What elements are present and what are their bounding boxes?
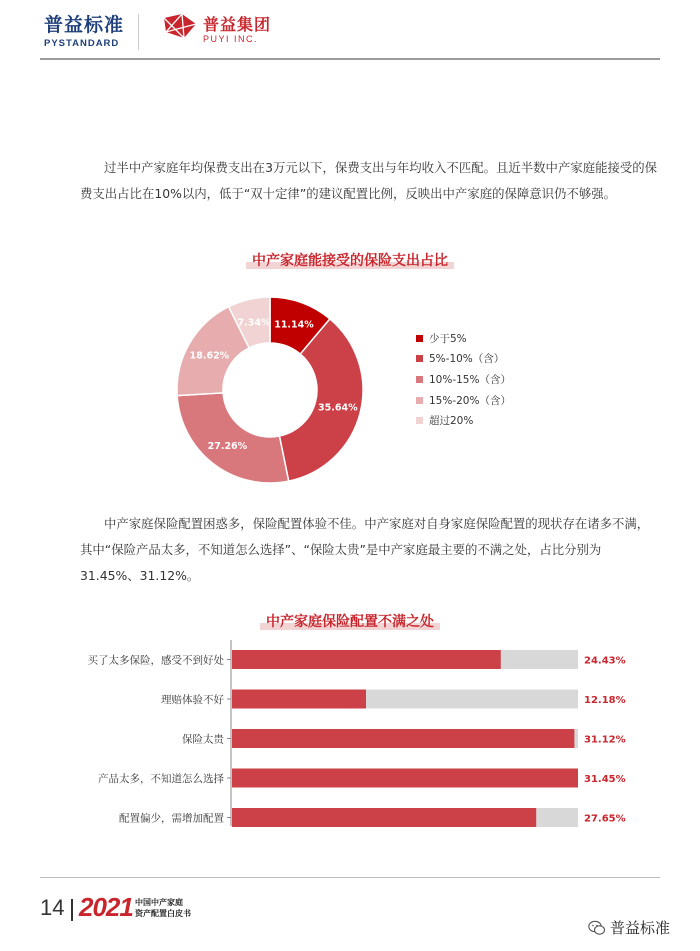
report-year: 2021 — [79, 892, 133, 922]
bar — [232, 769, 578, 788]
bar-category-label: 买了太多保险，感受不到好处 — [87, 654, 224, 667]
legend-item — [416, 410, 511, 431]
legend-item — [416, 349, 511, 370]
legend-label: 少于5% — [429, 332, 467, 345]
legend-swatch — [416, 417, 423, 424]
bar — [232, 650, 501, 669]
legend-item — [416, 328, 511, 349]
report-title — [135, 897, 191, 919]
donut-slice-label: 7.34% — [237, 317, 271, 329]
pystandard-logo — [44, 10, 124, 49]
bar — [232, 808, 536, 827]
bar — [232, 690, 366, 709]
donut-slice-label: 11.14% — [274, 319, 314, 331]
intro-paragraph: 过半中产家庭年均保费支出在3万元以下，保费支出与年均收入不匹配。且近半数中产家庭能接受的保费支出占比在10%以内，低于“双十定律”的建议配置比例，反映出中产家庭的保障意识仍不够强。 — [80, 160, 658, 201]
legend-swatch — [416, 355, 423, 362]
bar-value-label: 31.12% — [584, 734, 626, 746]
bar-category-label: 理赔体验不好 — [161, 694, 224, 706]
legend-label: 超过20% — [429, 415, 474, 428]
legend-swatch — [416, 376, 423, 383]
body-paragraph: 中产家庭保险配置困惑多，保险配置体验不佳。中产家庭对自身家庭保险配置的现状存在诸多不满，其中“保险产品太多，不知道怎么选择”、“保险太贵”是中产家庭最主要的不满之处，占比分别为31.45%、31.12%。 — [80, 516, 650, 583]
donut-legend — [416, 328, 511, 431]
bar-value-label: 27.65% — [584, 813, 626, 825]
bar-value-label: 12.18% — [584, 695, 626, 706]
logo-right-cn: 普益集团 — [203, 15, 272, 34]
legend-swatch — [416, 335, 423, 342]
bar-chart-title-text: 中产家庭保险配置不满之处 — [266, 614, 434, 630]
header-rule — [40, 58, 660, 60]
bar-chart — [0, 636, 700, 836]
logo-right-en: PUYI INC. — [203, 34, 259, 44]
page-number: 14 — [40, 895, 65, 920]
bar-category-label: 保险太贵 — [182, 733, 224, 746]
donut-chart-title-text: 中产家庭能接受的保险支出占比 — [252, 253, 448, 269]
watermark-text: 普益标准 — [610, 919, 671, 937]
donut-chart — [160, 280, 380, 500]
legend-item — [416, 369, 511, 390]
bar-value-label: 24.43% — [584, 655, 626, 667]
logo-left-en: PYSTANDARD — [44, 38, 120, 49]
legend-item — [416, 390, 511, 411]
puyi-mark-icon — [162, 14, 198, 40]
bar-value-label: 31.45% — [584, 774, 626, 785]
bar-category-label: 产品太多，不知道怎么选择 — [98, 773, 224, 785]
donut-slice-label: 18.62% — [189, 350, 230, 362]
footer-divider — [71, 899, 73, 921]
page-header — [0, 0, 700, 62]
legend-label: 5%-10%（含） — [429, 353, 505, 366]
donut-slice-label: 27.26% — [207, 441, 248, 453]
legend-label: 10%-15%（含） — [429, 373, 511, 386]
donut-slice-label: 35.64% — [318, 402, 358, 414]
footer-rule — [40, 877, 660, 878]
wechat-icon — [588, 920, 606, 936]
bar-category-label: 配置偏少，需增加配置 — [119, 812, 224, 825]
report-title-line1: 中国中产家庭 — [135, 898, 183, 907]
legend-swatch — [416, 397, 423, 404]
donut-chart-title — [248, 250, 452, 270]
donut-slice — [177, 393, 289, 483]
bar — [232, 729, 574, 748]
bar-chart-title — [262, 611, 438, 631]
header-divider — [138, 14, 139, 50]
report-title-line2: 资产配置白皮书 — [135, 909, 191, 918]
logo-left-cn: 普益标准 — [44, 14, 125, 36]
legend-label: 15%-20%（含） — [429, 394, 511, 407]
wechat-watermark — [588, 917, 670, 938]
